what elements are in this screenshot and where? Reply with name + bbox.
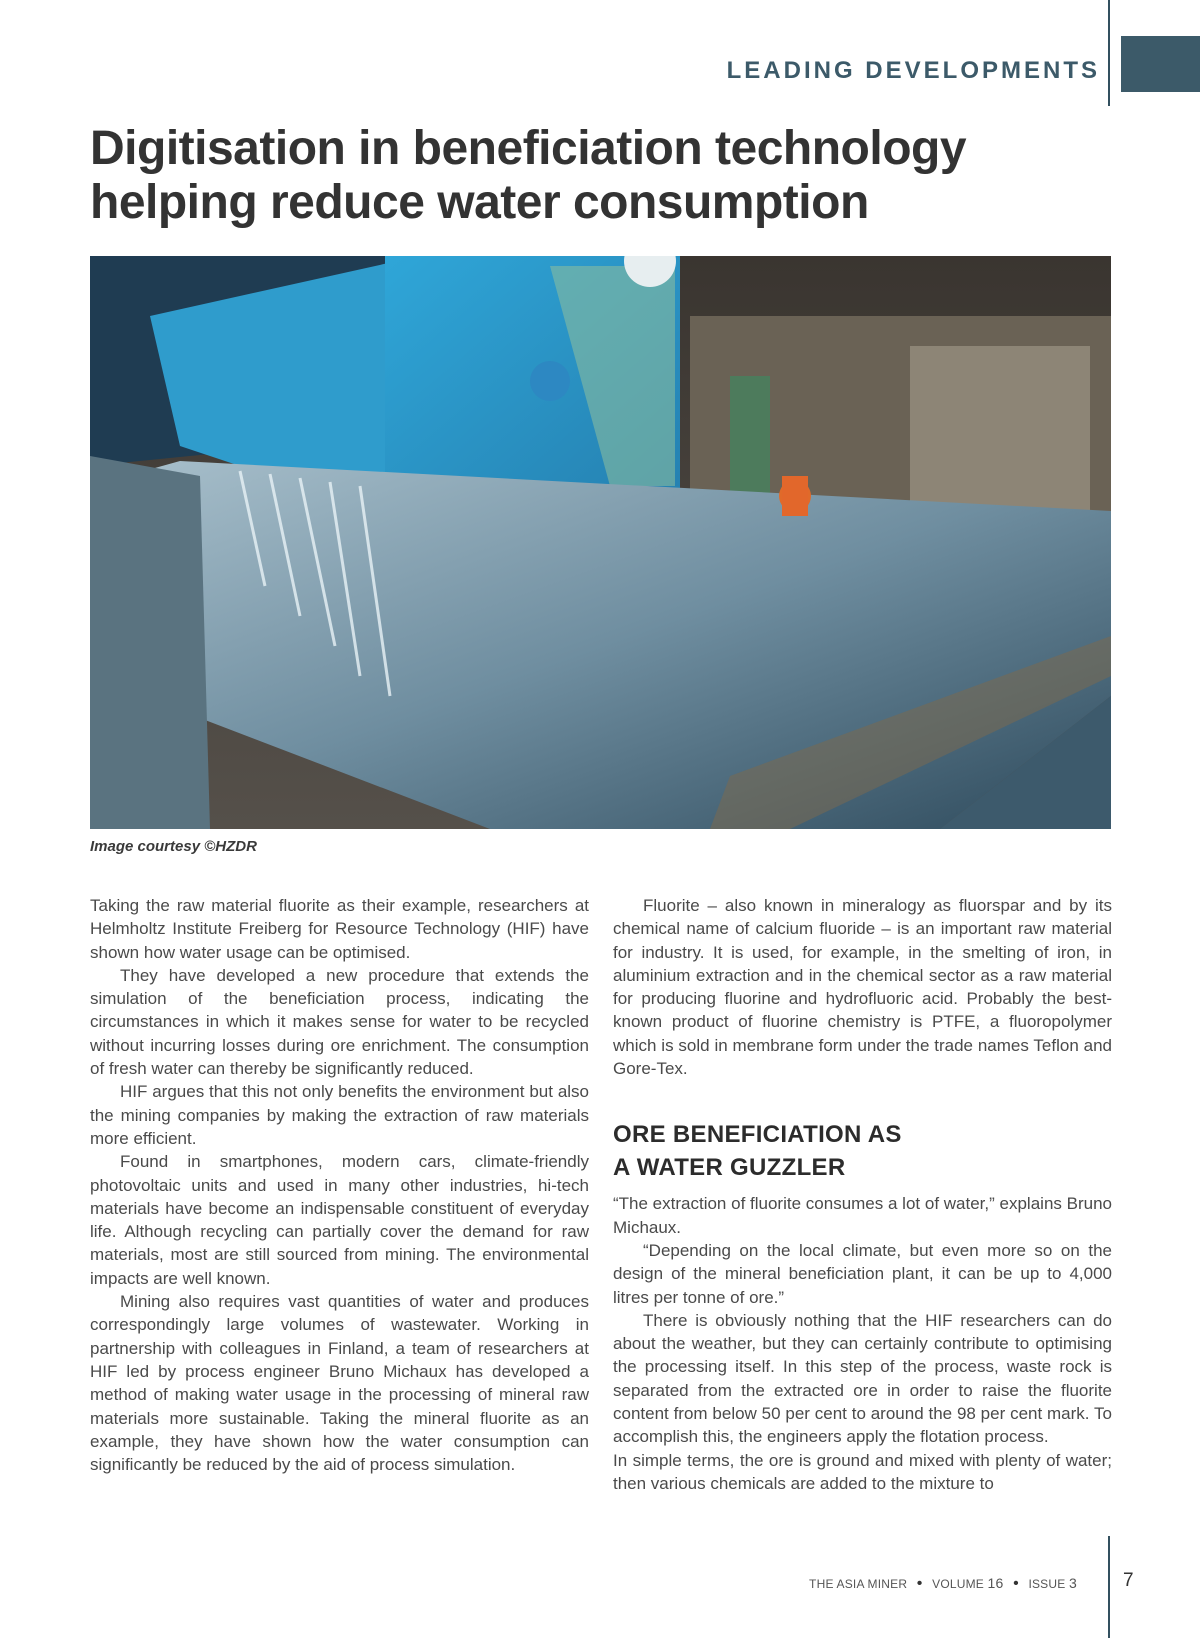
volume-number: 16 — [987, 1575, 1004, 1591]
issue-number: 3 — [1069, 1575, 1077, 1591]
page-footer — [809, 1575, 1077, 1593]
body-paragraph: Taking the raw material fluorite as their example, researchers at Helmholtz Institute Freiberg for Resource Technology (HIF) have shown how water usage can be optimised. — [90, 896, 589, 962]
right-column — [613, 894, 1112, 1495]
corner-color-tab — [1121, 36, 1200, 92]
body-paragraph: Fluorite – also known in mineralogy as fluorspar and by its chemical name of calcium fluoride – is an important raw material for industry. It is used, for example, in the smelting of iron, in aluminium extraction and in the chemical sector as a raw material for producing fluorine and hydrofluoric acid. Probably the best-known product of fluorine chemistry is PTFE, a fluoropolymer which is sold in membrane form under the trade names Teflon and Gore-Tex. — [613, 896, 1112, 1079]
article-headline: Digitisation in beneficiation technology helping reduce water consumption — [90, 122, 967, 229]
body-paragraph: They have developed a new procedure that extends the simulation of the beneficiation process, indicating the circumstances in which it makes sense for water to be recycled without incurring losses during ore enrichment. The consumption of fresh water can thereby be significantly reduced. — [90, 965, 589, 1079]
volume-label: VOLUME — [932, 1577, 984, 1591]
image-caption: Image courtesy ©HZDR — [90, 838, 257, 855]
flotation-trough-illustration — [90, 256, 1111, 829]
top-vertical-rule — [1108, 0, 1110, 106]
bullet-separator: • — [1013, 1575, 1019, 1592]
body-paragraph: “The extraction of fluorite consumes a lot of water,” explains Bruno Michaux. — [613, 1194, 1112, 1237]
publication-name: THE ASIA MINER — [809, 1577, 908, 1591]
body-paragraph: Mining also requires vast quantities of water and produces correspondingly large volumes of wastewater. Working in partnership with colleagues in Finland, a team of researchers at HIF led by process engineer Bruno Michaux has developed a method of making water usage in the processing of mineral raw materials more sustainable. Taking the mineral fluorite as an example, they have shown how the water consumption can significantly be reduced by the aid of process simulation. — [90, 1292, 589, 1475]
body-paragraph: There is obviously nothing that the HIF researchers can do about the weather, but they can certainly contribute to optimising the processing itself. In this step of the process, waste rock is separated from the extracted ore in order to raise the fluorite content from below 50 per cent to around the 98 per cent mark. To accomplish this, the engineers apply the flotation process. — [613, 1310, 1112, 1447]
subheading-line: A WATER GUZZLER — [613, 1154, 846, 1182]
body-paragraph: In simple terms, the ore is ground and mixed with plenty of water; then various chemicals are added to the mixture to — [613, 1450, 1112, 1493]
page-number: 7 — [1123, 1570, 1134, 1591]
subheading-line: ORE BENEFICIATION AS — [613, 1121, 902, 1149]
bullet-separator: • — [916, 1575, 923, 1592]
left-column — [90, 894, 589, 1476]
body-paragraph: Found in smartphones, modern cars, climate-friendly photovoltaic units and used in many other industries, hi-tech materials have become an indispensable constituent of everyday life. Although recycling can partially cover the demand for raw materials, most are still sourced from mining. The environmental impacts are well known. — [90, 1152, 589, 1288]
bottom-vertical-rule — [1108, 1536, 1110, 1638]
issue-label: ISSUE — [1028, 1577, 1066, 1591]
body-paragraph: “Depending on the local climate, but even more so on the design of the mineral beneficiation plant, it can be up to 4,000 litres per tonne of ore.” — [613, 1240, 1112, 1307]
body-paragraph: HIF argues that this not only benefits the environment but also the mining companies by making the extraction of raw materials more efficient. — [90, 1082, 589, 1148]
section-label: LEADING DEVELOPMENTS — [726, 57, 1100, 84]
section-subheading — [613, 1118, 1112, 1184]
article-photo — [90, 256, 1111, 829]
